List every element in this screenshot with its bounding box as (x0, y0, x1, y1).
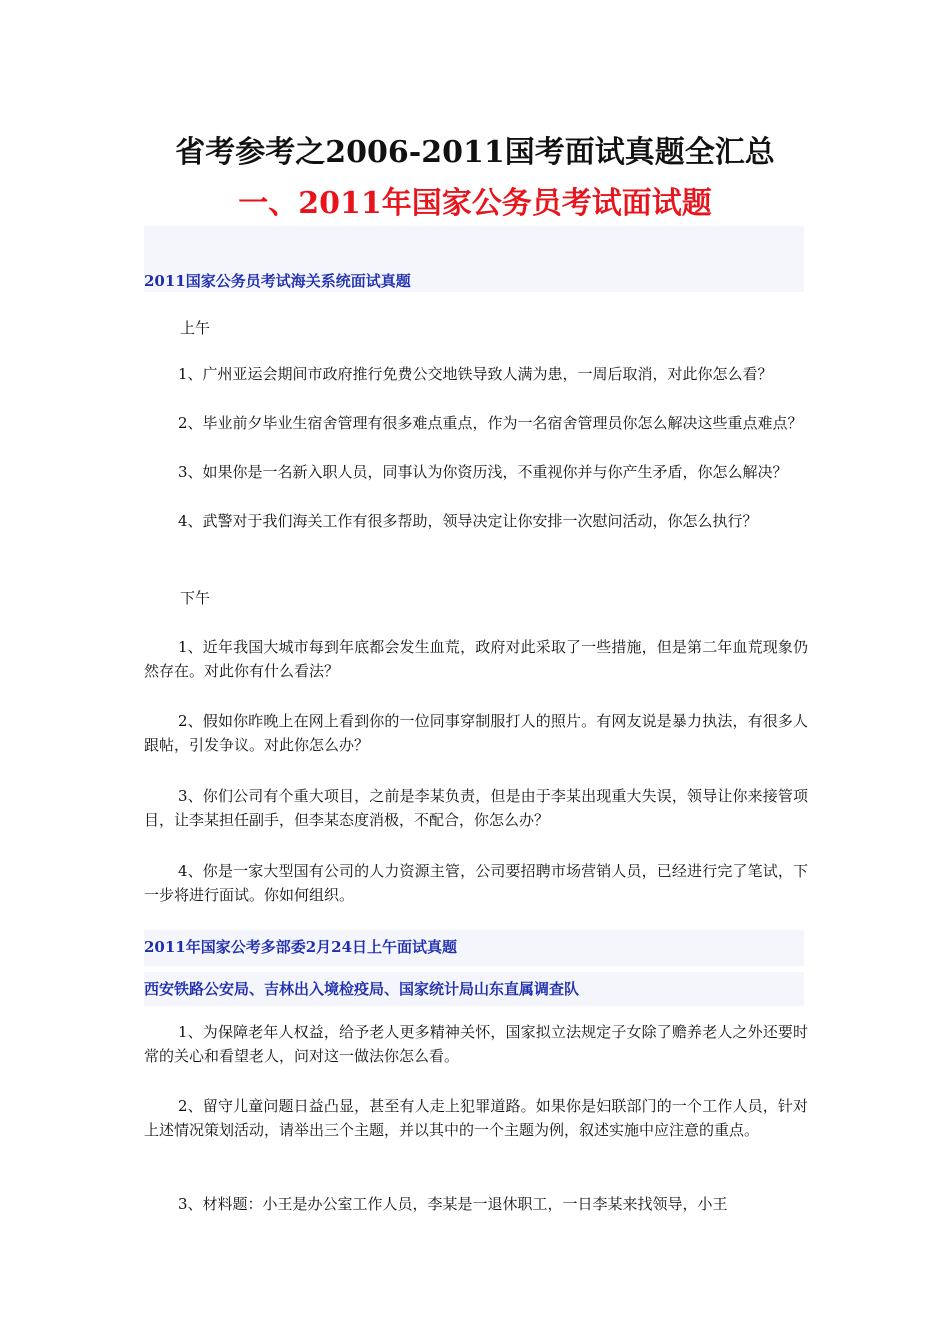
list-item: 1、为保障老年人权益，给予老人更多精神关怀，国家拟立法规定子女除了赡养老人之外还要时常的关心和看望老人，问对这一做法你怎么看。 (144, 1023, 808, 1065)
list-item: 1、近年我国大城市每到年底都会发生血荒，政府对此采取了一些措施，但是第二年血荒现象仍然存在。对此你有什么看法？ (144, 638, 808, 680)
list-item: 3、如果你是一名新入职人员，同事认为你资历浅，不重视你并与你产生矛盾，你怎么解决？ (178, 463, 788, 481)
list-item: 2、假如你昨晚上在网上看到你的一位同事穿制服打人的照片。有网友说是暴力执法，有很多人跟帖，引发争议。对此你怎么办？ (144, 712, 808, 754)
list-item: 4、武警对于我们海关工作有很多帮助，领导决定让你安排一次慰问活动，你怎么执行？ (178, 512, 758, 530)
list-item: 3、你们公司有个重大项目，之前是李某负责，但是由于李某出现重大失误，领导让你来接管项目，让李某担任副手，但李某态度消极，不配合，你怎么办？ (144, 787, 808, 829)
list-item: 2、毕业前夕毕业生宿舍管理有很多难点重点，作为一名宿舍管理员你怎么解决这些重点难点？ (178, 414, 803, 432)
document-title: 省考参考之2006-2011国考面试真题全汇总 (175, 135, 775, 170)
section-heading-customs: 2011国家公务员考试海关系统面试真题 (144, 272, 411, 290)
afternoon-label: 下午 (180, 589, 211, 607)
list-item: 2、留守儿童问题日益凸显，甚至有人走上犯罪道路。如果你是妇联部门的一个工作人员，针对上述情况策划活动，请举出三个主题，并以其中的一个主题为例，叙述实施中应注意的重点。 (144, 1097, 808, 1139)
section-subheading-units: 西安铁路公安局、吉林出入境检疫局、国家统计局山东直属调查队 (144, 980, 580, 998)
document-subtitle: 一、2011年国家公务员考试面试题 (238, 186, 712, 221)
section-heading-ministries: 2011年国家公考多部委2月24日上午面试真题 (144, 938, 458, 956)
list-item: 1、广州亚运会期间市政府推行免费公交地铁导致人满为患，一周后取消，对此你怎么看？ (178, 365, 773, 383)
list-item: 4、你是一家大型国有公司的人力资源主管，公司要招聘市场营销人员，已经进行完了笔试，下一步将进行面试。你如何组织。 (144, 862, 808, 904)
list-item: 3、材料题：小王是办公室工作人员，李某是一退休职工，一日李某来找领导，小王 (178, 1195, 728, 1213)
morning-label: 上午 (180, 319, 211, 337)
